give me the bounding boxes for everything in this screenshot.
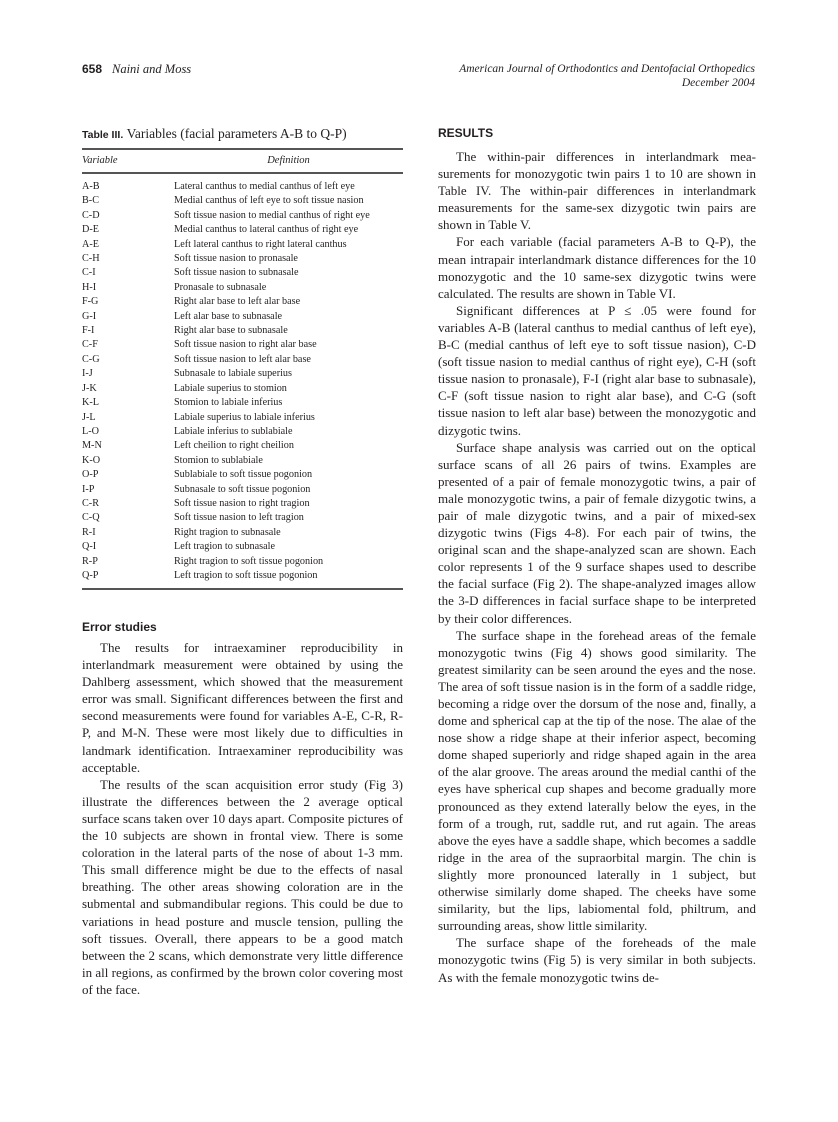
- variable-cell: C-F: [82, 339, 98, 351]
- variable-cell: C-D: [82, 209, 100, 221]
- definition-cell: Medial canthus to lateral canthus of right eye: [174, 224, 359, 236]
- definition-cell: Right alar base to subnasale: [174, 325, 288, 337]
- results-paragraph-5: The surface shape in the forehead areas of the female monozygotic twins (Fig 4) shows good similarity. The greatest similarity can be seen around the eyes and the nose. The area of soft tissue nasion is in the form of a saddle ridge, becoming a ridge over the dorsum of the nose and, finally, a dome and spherical cap at the tip of the nose. The alae of the nose show a ridge shape at their inferior aspect, becoming dome shaped superiorly and ridge shaped again in the area of the alar groove. The areas around the medial canthi of the eyes have spherical cup shapes and become gradually more pronounced as they extend laterally below the eyes, in the form of a trough, rut, saddle rut, and rut again. The areas above the eyes have a saddle shape, which becomes a saddle ridge in the area of the supraorbital margin. The chin is slightly more pronounced laterally in 1 subject, but otherwise similarly dome shaped. The cheeks have some similarity, but the lips, labiomental fold, philtrum, and surrounding areas, show little similarity.: [438, 627, 756, 934]
- variables-table: [82, 148, 403, 590]
- journal-title: American Journal of Orthodontics and Dentofacial Orthopedics: [459, 63, 755, 75]
- table-row: [82, 439, 403, 453]
- left-column: [82, 126, 403, 590]
- table-row: [82, 497, 403, 511]
- variable-cell: C-H: [82, 253, 100, 265]
- table-title: Variables (facial parameters A-B to Q-P): [126, 126, 347, 141]
- table-row: [82, 194, 403, 208]
- definition-cell: Lateral canthus to medial canthus of left eye: [174, 181, 355, 192]
- table-row: [82, 555, 403, 569]
- variable-cell: R-P: [82, 555, 98, 567]
- variable-cell: B-C: [82, 195, 99, 207]
- variable-cell: O-P: [82, 469, 99, 481]
- variable-cell: R-I: [82, 526, 96, 538]
- variable-cell: M-N: [82, 440, 102, 452]
- table-row: [82, 266, 403, 280]
- variable-cell: K-O: [82, 454, 101, 466]
- table-row: [82, 411, 403, 425]
- definition-cell: Soft tissue nasion to left tragion: [174, 512, 304, 524]
- variable-cell: Q-P: [82, 569, 99, 581]
- variable-cell: C-R: [82, 497, 99, 509]
- table-row: [82, 425, 403, 439]
- definition-cell: Right tragion to soft tissue pogonion: [174, 555, 324, 567]
- table-body: [82, 173, 403, 589]
- definition-cell: Left cheilion to right cheilion: [174, 440, 294, 452]
- table-row: [82, 353, 403, 367]
- variable-cell: L-O: [82, 425, 99, 437]
- results-paragraph-1: The within-pair differences in interlandmark measurements for monozygotic twin pairs 1 to 10 are shown in Table IV. The within-pair differences in interlandmark measurements for the same-sex dizygotic twin pairs are shown in Table V.: [438, 149, 756, 233]
- definition-cell: Soft tissue nasion to right alar base: [174, 339, 317, 351]
- running-head-authors: Naini and Moss: [112, 62, 192, 76]
- results-paragraph-3: Significant differences at P ≤ .05 were found for variables A-B (lateral canthus to medial canthus of left eye), B-C (medial canthus of left eye to soft tissue nasion), C-D (soft tissue nasion to medial canthus of right eye), C-H (soft tissue nasion to pronasale), F-I (right alar base to subnasale), C-F (soft tissue nasion to right alar base), and C-G (soft tissue nasion to left alar base) between the monozygotic and dizygotic twins.: [438, 302, 756, 438]
- variable-cell: Q-I: [82, 541, 97, 553]
- table-row: [82, 252, 403, 266]
- running-head: [82, 62, 755, 98]
- variable-cell: F-G: [82, 296, 99, 308]
- column-header-variable: Variable: [82, 155, 118, 166]
- variable-cell: G-I: [82, 310, 97, 322]
- table-row: [82, 209, 403, 223]
- column-header-definition: Definition: [267, 155, 310, 166]
- variable-cell: I-J: [82, 368, 93, 380]
- variable-cell: D-E: [82, 224, 99, 236]
- table-row: [82, 223, 403, 237]
- results-paragraph-2: For each variable (facial parameters A-B to Q-P), the mean intrapair interlandmark distance differences for the 10 monozygotic and the 10 same-sex dizygotic twins were calculated. The results are shown in Table VI.: [438, 234, 756, 301]
- definition-cell: Right tragion to subnasale: [174, 526, 281, 538]
- page-number: 658: [82, 62, 103, 76]
- definition-cell: Medial canthus of left eye to soft tissue nasion: [174, 195, 364, 207]
- variable-cell: J-L: [82, 411, 96, 423]
- definition-cell: Soft tissue nasion to subnasale: [174, 267, 299, 279]
- table-row: [82, 454, 403, 468]
- definition-cell: Sublabiale to soft tissue pogonion: [174, 469, 313, 481]
- table-row: [82, 338, 403, 352]
- variable-cell: J-K: [82, 382, 97, 394]
- running-head-journal: [459, 62, 755, 90]
- variable-cell: H-I: [82, 281, 97, 293]
- table-row: [82, 324, 403, 338]
- table-row: [82, 367, 403, 381]
- journal-issue: December 2004: [681, 77, 755, 89]
- table-row: [82, 569, 403, 589]
- variable-cell: C-G: [82, 353, 100, 365]
- table-row: [82, 396, 403, 410]
- error-studies-paragraph-2: The results of the scan acquisition error study (Fig 3) illustrate the differences between the 2 average optical surface scans taken over 10 days apart. Composite pictures of the 10 subjects are shown in frontal view. There is some coloration in the lateral parts of the nose of about 1-3 mm. This small difference might be due to the effects of nasal breathing. The other areas showing coloration are in the submental and submandibular regions. This could be due to variations in head posture and muscle tension, pulling the soft tissues. Overall, there appears to be a good match between the 2 scans, which demonstrate very little difference in all regions, as confirmed by the brown color covering most of the face.: [82, 776, 403, 997]
- results-heading: RESULTS: [438, 126, 494, 140]
- results-paragraph-4: Surface shape analysis was carried out on the optical surface scans of all 26 pairs of twins. Examples are presented of a pair of female monozygotic twins, a pair of male monozygotic twins, a pair of female dizygotic twins, a pair of male dizygotic twins, and a pair of mixed-sex dizygotic twins (Figs 4-8). For each pair of twins, the original scan and the shape-analyzed scan are shown. Each color represents 1 of the 9 surface shapes used to describe the facial surface (Fig 2). The shape-analyzed images allow the 3-D differences in facial surface shape to be interpreted by their color differences.: [438, 439, 756, 626]
- definition-cell: Subnasale to labiale superius: [174, 368, 292, 380]
- definition-cell: Stomion to sublabiale: [174, 454, 263, 466]
- definition-cell: Left alar base to subnasale: [174, 310, 283, 322]
- variable-cell: C-Q: [82, 512, 100, 524]
- variable-cell: K-L: [82, 397, 99, 409]
- table-row: [82, 281, 403, 295]
- table-caption: [82, 126, 403, 142]
- table-row: [82, 238, 403, 252]
- variable-cell: I-P: [82, 483, 95, 495]
- table-row: [82, 382, 403, 396]
- variable-cell: F-I: [82, 325, 95, 337]
- error-studies-body: [82, 639, 403, 998]
- definition-cell: Left tragion to soft tissue pogonion: [174, 569, 318, 581]
- table-row: [82, 511, 403, 525]
- table-row: [82, 173, 403, 194]
- definition-cell: Pronasale to subnasale: [174, 281, 267, 293]
- table-row: [82, 310, 403, 324]
- definition-cell: Soft tissue nasion to medial canthus of right eye: [174, 209, 370, 221]
- table-row: [82, 483, 403, 497]
- table-row: [82, 526, 403, 540]
- variable-cell: A-B: [82, 181, 100, 192]
- results-body: [438, 148, 756, 986]
- definition-cell: Stomion to labiale inferius: [174, 397, 283, 409]
- definition-cell: Soft tissue nasion to pronasale: [174, 253, 298, 265]
- error-studies-heading: Error studies: [82, 620, 157, 634]
- definition-cell: Labiale inferius to sublabiale: [174, 425, 293, 437]
- table-row: [82, 468, 403, 482]
- table-header-row: [82, 149, 403, 173]
- definition-cell: Labiale superius to labiale inferius: [174, 411, 315, 423]
- definition-cell: Labiale superius to stomion: [174, 382, 287, 394]
- variable-cell: C-I: [82, 267, 96, 279]
- variable-cell: A-E: [82, 238, 99, 250]
- error-studies-paragraph-1: The results for intraexaminer reproducibility in interlandmark measurement were obtained by using the Dahlberg assessment, which showed that the measurement error was small. Significant differences between the first and second measurements were found for variables A-E, C-R, R-P, and M-N. These were most likely due to difficulties in landmark identification. Intraexaminer reproducibility was acceptable.: [82, 640, 403, 775]
- definition-cell: Soft tissue nasion to right tragion: [174, 497, 310, 509]
- results-paragraph-6: The surface shape of the foreheads of the male monozygotic twins (Fig 5) is very similar in both subjects. As with the female monozygotic twins de-: [438, 935, 756, 985]
- definition-cell: Left lateral canthus to right lateral canthus: [174, 238, 347, 250]
- table-label: Table III.: [82, 129, 124, 141]
- definition-cell: Right alar base to left alar base: [174, 296, 301, 308]
- definition-cell: Left tragion to subnasale: [174, 541, 275, 553]
- definition-cell: Subnasale to soft tissue pogonion: [174, 483, 311, 495]
- definition-cell: Soft tissue nasion to left alar base: [174, 353, 311, 365]
- table-row: [82, 540, 403, 554]
- table-row: [82, 295, 403, 309]
